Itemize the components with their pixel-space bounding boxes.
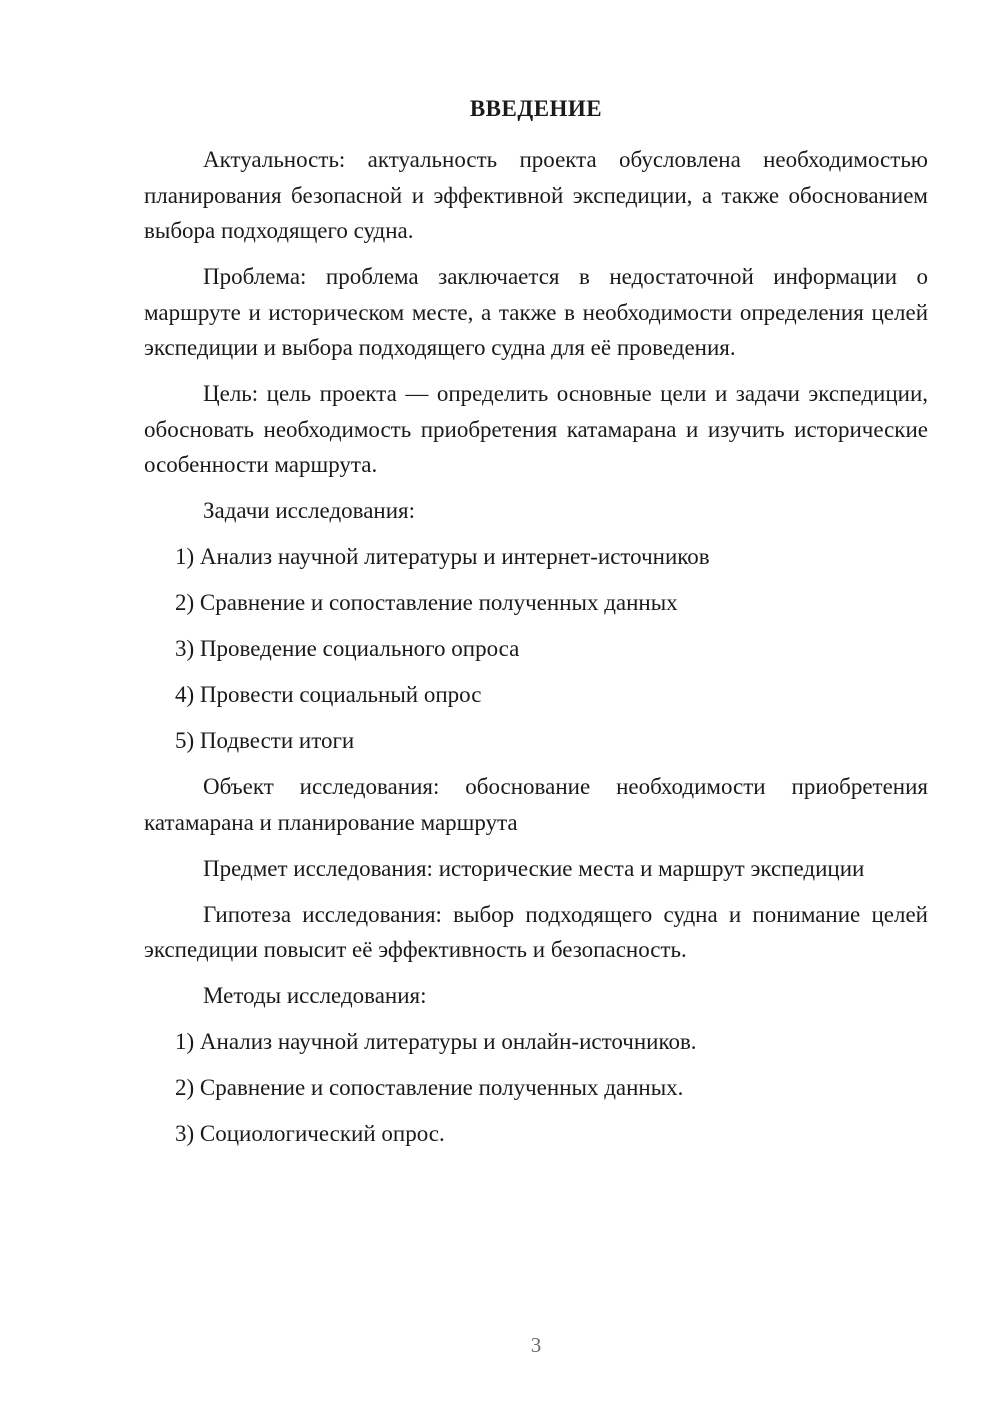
tasks-list: [144, 539, 928, 759]
method-item-1: 1) Анализ научной литературы и онлайн-источников.: [175, 1029, 697, 1054]
task-item-2: 2) Сравнение и сопоставление полученных данных: [175, 590, 678, 615]
task-item-1: 1) Анализ научной литературы и интернет-источников: [175, 544, 710, 569]
method-item-2: 2) Сравнение и сопоставление полученных данных.: [175, 1075, 684, 1100]
page-number: 3: [530, 1333, 542, 1357]
tasks-heading: Задачи исследования:: [203, 498, 416, 523]
hypothesis-paragraph: Гипотеза исследования: выбор подходящего судна и понимание целей экспедиции повысит её эффективность и безопасность.: [144, 901, 928, 962]
document-body: [144, 142, 928, 1162]
problem-paragraph: Проблема: проблема заключается в недостаточной информации о маршруте и историческом месте, а также в необходимости определения целей экспедиции и выбора подходящего судна для её проведения.: [144, 264, 928, 360]
page-title: ВВЕДЕНИЕ: [469, 96, 603, 121]
object-paragraph: Объект исследования: обоснование необходимости приобретения катамарана и планирование маршрута: [144, 774, 928, 835]
task-item-5: 5) Подвести итоги: [175, 728, 355, 753]
methods-heading: Методы исследования:: [203, 983, 427, 1008]
relevance-paragraph: Актуальность: актуальность проекта обусловлена необходимостью планирования безопасной и эффективной экспедиции, а также обоснованием выбора подходящего судна.: [144, 147, 928, 243]
subject-paragraph: Предмет исследования: исторические места и маршрут экспедиции: [203, 855, 865, 881]
task-item-3: 3) Проведение социального опроса: [175, 636, 520, 661]
methods-list: [144, 1024, 928, 1152]
task-item-4: 4) Провести социальный опрос: [175, 682, 482, 707]
method-item-3: 3) Социологический опрос.: [175, 1121, 445, 1146]
goal-paragraph: Цель: цель проекта — определить основные цели и задачи экспедиции, обосновать необходимость приобретения катамарана и изучить исторические особенности маршрута.: [144, 381, 928, 477]
